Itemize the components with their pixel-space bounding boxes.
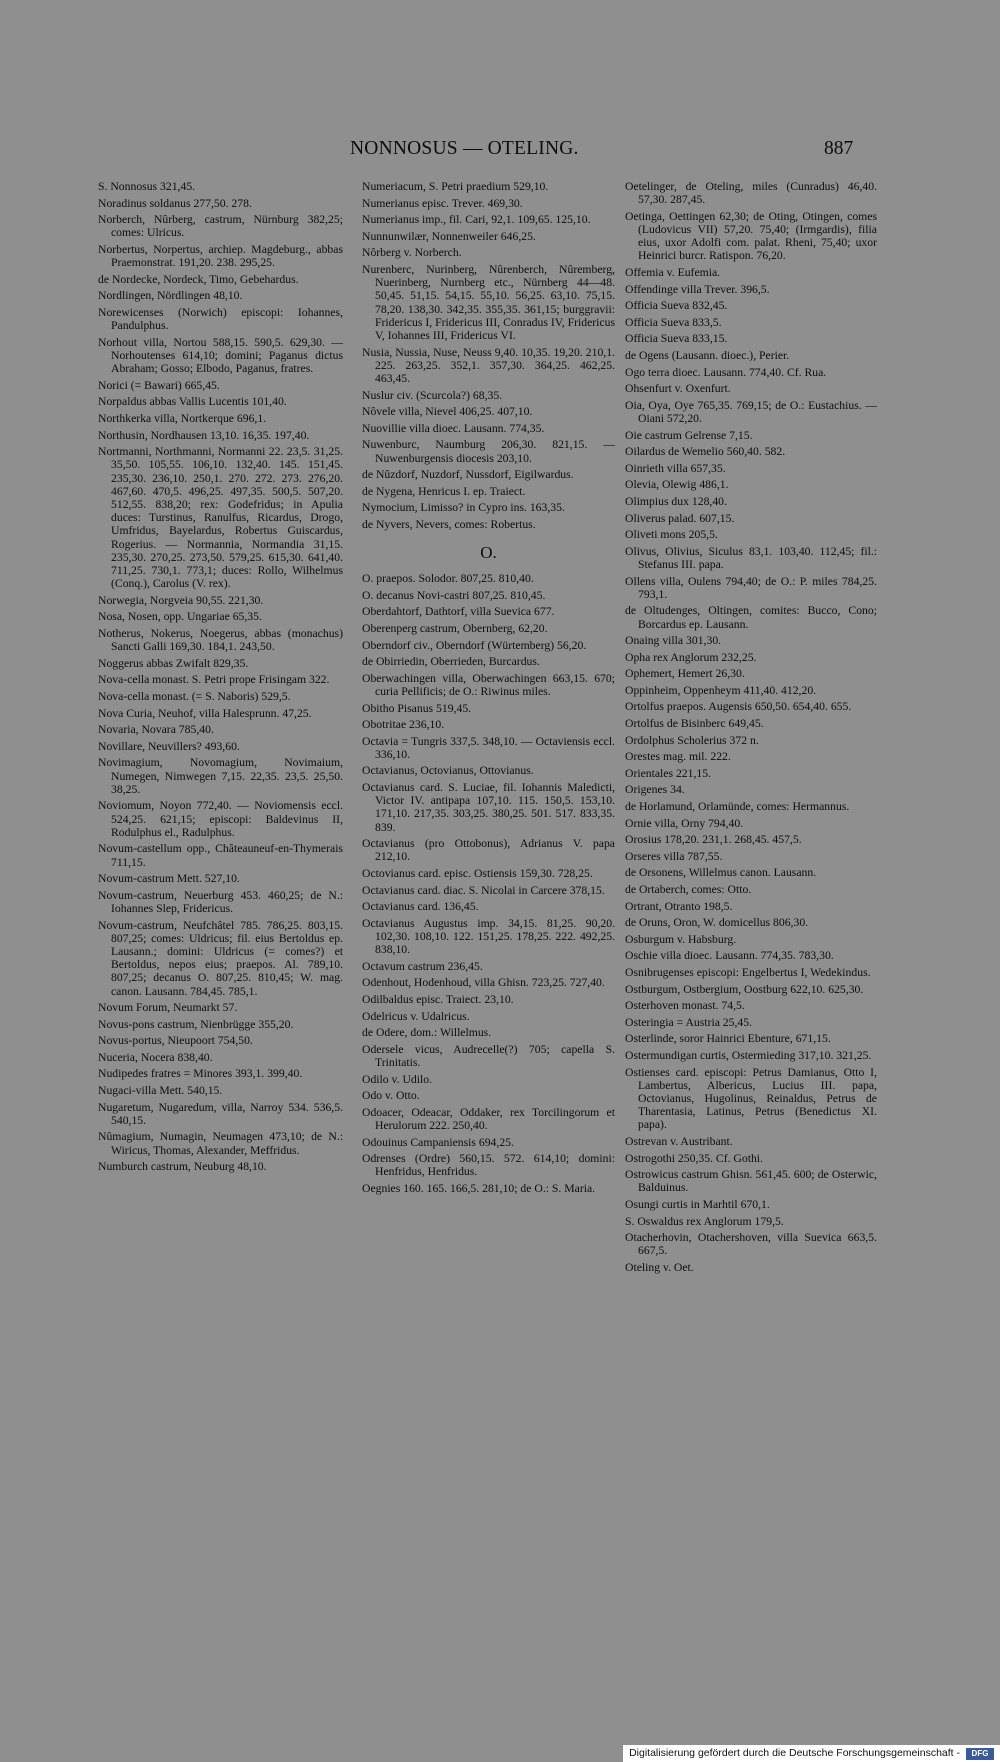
index-entry: Ostienses card. episcopi: Petrus Damianus, Otto I, Lambertus, Albericus, Lucius III. papa, Octovianus, Hugolinus, Reinaldus, Petrus de Tharentasia, Latinus, Petrus (Benedictus XI. papa). (625, 1065, 877, 1132)
index-entry: Novus-pons castrum, Nienbrügge 355,20. (98, 1017, 294, 1031)
index-entry: S. Nonnosus 321,45. (98, 180, 196, 193)
index-entry: Officia Sueva 833,15. (625, 332, 728, 346)
index-entry: Nuovillie villa dioec. Lausann. 774,35. (362, 421, 545, 435)
index-entry: S. Oswaldus rex Anglorum 179,5. (625, 1214, 784, 1228)
index-entry: Ogo terra dioec. Lausann. 774,40. Cf. Rua. (625, 365, 827, 379)
index-entry: Ortrant, Otranto 198,5. (625, 899, 733, 913)
index-entry: Ortolfus de Bisinberc 649,45. (625, 717, 764, 731)
index-entry: Nunnunwilær, Nonnenweiler 646,25. (362, 229, 536, 243)
index-entry: Odilo v. Udilo. (362, 1072, 433, 1086)
index-entry: Osterhoven monast. 74,5. (625, 999, 745, 1013)
index-entry: Nosa, Nosen, opp. Ungariae 65,35. (98, 610, 262, 624)
index-entry: Nuwenburc, Naumburg 206,30. 821,15. — Nuwenburgensis diocesis 203,10. (362, 438, 615, 465)
index-entry: Novum-castrum, Neuerburg 453. 460,25; de N.: Iohannes Slep, Fridericus. (98, 888, 343, 915)
index-entry: Oliverus palad. 607,15. (625, 511, 735, 525)
index-entry: Orseres villa 787,55. (625, 849, 723, 863)
index-entry: Octovianus card. episc. Ostiensis 159,30. 728,25. (362, 867, 593, 881)
index-entry: Osungi curtis in Marhtil 670,1. (625, 1197, 770, 1211)
index-entry: Nudipedes fratres = Minores 393,1. 399,40. (98, 1067, 303, 1081)
index-entry: O. praepos. Solodor. 807,25. 810,40. (362, 572, 534, 586)
index-entry: Oberndorf civ., Oberndorf (Würtemberg) 56,20. (362, 638, 587, 652)
index-entry: Nôvele villa, Nievel 406,25. 407,10. (362, 405, 533, 419)
index-entry: Nortmanni, Northmanni, Normanni 22. 23,5. 31,25. 35,50. 105,55. 106,10. 132,40. 145. 151,45. 235,30. 236,10. 250,1. 270. 272. 273. 276,20. 467,60. 470,5. 496,25. 497,35. 500,5. 507,20. 512,55. 838,20; rex: Godefridus; in Apulia duces: Turstinus, Ranulfus, Ricardus, Drogo, Umfridus, Bayelardus, Robertus Guiscardus, Rogerius. — Normannia, Normandia 31,15. 235,30. 270,25. 273,50. 579,25. 615,30. 641,40. 711,25. 730,1. 773,1; duces: Rollo, Wilhelmus (Conq.), Carolus (V. rex). (98, 445, 343, 591)
index-entry: de Horlamund, Orlamünde, comes: Hermannus. (625, 800, 850, 814)
index-entry: Odrenses (Ordre) 560,15. 572. 614,10; domini: Henfridus, Henfridus. (362, 1152, 615, 1179)
index-entry: Odoacer, Odeacar, Oddaker, rex Torcilingorum et Herulorum 222. 250,40. (362, 1105, 615, 1133)
index-entry: Odersele vicus, Audrecelle(?) 705; capella S. Trinitatis. (362, 1042, 615, 1070)
index-entry: Nordlingen, Nördlingen 48,10. (98, 289, 243, 303)
index-entry: Octavianus card. S. Luciae, fil. Iohannis Maledicti, Victor IV. antipapa 107,10. 115. 150,5. 153,10. 171,10. 217,35. 303,25. 380,25. 501. 517. 833,35. 839. (362, 781, 615, 834)
index-entry: Odilbaldus episc. Traiect. 23,10. (362, 993, 514, 1007)
index-column-2 (362, 180, 615, 1199)
index-entry: Ortolfus praepos. Augensis 650,50. 654,40. 655. (625, 700, 852, 714)
index-entry: Odouinus Campaniensis 694,25. (362, 1135, 514, 1149)
index-entry: Odenhout, Hodenhoud, villa Ghisn. 723,25. 727,40. (362, 976, 605, 990)
index-entry: Oetelinger, de Oteling, miles (Cunradus) 46,40. 57,30. 287,45. (625, 180, 877, 207)
index-entry: de Oltudenges, Oltingen, comites: Bucco, Cono; Borcardus ep. Lausann. (625, 604, 877, 631)
running-title: NONNOSUS — OTELING. (350, 138, 579, 159)
index-entry: Northusin, Nordhausen 13,10. 16,35. 197,40. (98, 428, 310, 442)
index-entry: Officia Sueva 832,45. (625, 299, 728, 313)
index-entry: Nusia, Nussia, Nuse, Neuss 9,40. 10,35. 19,20. 210,1. 225. 263,25. 352,1. 357,30. 364,25. 462,25. 463,45. (362, 345, 615, 385)
index-entry: Oilardus de Wemelio 560,40. 582. (625, 445, 786, 459)
page-header (0, 138, 1000, 164)
index-column-3 (625, 180, 877, 1278)
index-entry: Ollens villa, Oulens 794,40; de O.: P. miles 784,25. 793,1. (625, 574, 877, 601)
index-entry: O. decanus Novi-castri 807,25. 810,45. (362, 588, 546, 602)
index-entry: Ostermundigan curtis, Ostermieding 317,10. 321,25. (625, 1048, 872, 1062)
index-entry: Orientales 221,15. (625, 766, 712, 780)
index-entry: Norbertus, Norpertus, archiep. Magdeburg., abbas Praemonstrat. 191,20. 238. 295,25. (98, 242, 343, 270)
index-entry: Oberenperg castrum, Obernberg, 62,20. (362, 621, 548, 635)
index-entry: Officia Sueva 833,5. (625, 315, 722, 329)
index-entry: Norewicenses (Norwich) episcopi: Iohannes, Pandulphus. (98, 305, 343, 333)
index-entry: Osteringia = Austria 25,45. (625, 1015, 753, 1029)
index-entry: Octavianus card. diac. S. Nicolai in Carcere 378,15. (362, 883, 605, 897)
index-entry: de Nyvers, Nevers, comes: Robertus. (362, 517, 536, 531)
index-entry: Oia, Oya, Oye 765,35. 769,15; de O.: Eustachius. — Oiani 572,20. (625, 398, 877, 425)
index-column-1 (98, 180, 343, 1177)
index-entry: Nôrberg v. Norberch. (362, 246, 462, 260)
index-entry: Ostburgum, Ostbergium, Oostburg 622,10. 625,30. (625, 982, 864, 996)
index-entry: Numeriacum, S. Petri praedium 529,10. (362, 180, 549, 193)
index-entry: Oteling v. Oet. (625, 1260, 694, 1274)
index-entry: Nova-cella monast. (= S. Naboris) 529,5. (98, 689, 291, 703)
index-entry: Orestes mag. mil. 222. (625, 750, 731, 764)
index-entry: Offendinge villa Trever. 396,5. (625, 282, 770, 296)
index-entry: Numerianus imp., fil. Cari, 92,1. 109,65. 125,10. (362, 213, 591, 227)
index-entry: de Nordecke, Nordeck, Timo, Gebehardus. (98, 272, 299, 286)
index-entry: de Nygena, Henricus I. ep. Traiect. (362, 484, 526, 498)
index-entry: Noggerus abbas Zwifalt 829,35. (98, 656, 249, 670)
index-entry: Nymocium, Limisso? in Cypro ins. 163,35. (362, 501, 565, 515)
index-entry: Olivus, Olivius, Siculus 83,1. 103,40. 112,45; fil.: Stefanus III. papa. (625, 544, 877, 571)
index-entry: Osburgum v. Habsburg. (625, 932, 737, 946)
index-entry: Numerianus episc. Trever. 469,30. (362, 196, 523, 210)
index-entry: Novaria, Novara 785,40. (98, 723, 214, 737)
index-entry: Octavianus card. 136,45. (362, 900, 479, 914)
index-entry: Numburch castrum, Neuburg 48,10. (98, 1160, 267, 1174)
index-entry: Ornie villa, Orny 794,40. (625, 816, 744, 830)
index-entry: Nugaci-villa Mett. 540,15. (98, 1084, 223, 1098)
index-entry: Novillare, Neuvillers? 493,60. (98, 739, 240, 753)
index-entry: Notherus, Nokerus, Noegerus, abbas (monachus) Sancti Galli 169,30. 184,1. 243,50. (98, 626, 343, 654)
index-entry: Norpaldus abbas Vallis Lucentis 101,40. (98, 395, 287, 409)
footer-text: Digitalisierung gefördert durch die Deutsche Forschungsgemeinschaft - (629, 1747, 960, 1759)
index-entry: Oegnies 160. 165. 166,5. 281,10; de O.: S. Maria. (362, 1182, 596, 1195)
index-entry: Osterlinde, soror Hainrici Ebenture, 671,15. (625, 1032, 831, 1046)
index-entry: Norhout villa, Nortou 588,15. 590,5. 629,30. — Norhoutenses 614,10; domini; Paganus dictus Abraham; Gosso; Elbodo, Paganus, fratres. (98, 335, 343, 376)
index-entry: Oberwachingen villa, Oberwachingen 663,15. 670; curia Pellificis; de O.: Riwinus miles. (362, 671, 615, 698)
index-entry: Opha rex Anglorum 232,25. (625, 650, 757, 664)
index-entry: de Odere, dom.: Willelmus. (362, 1026, 492, 1040)
index-entry: Novum-castellum opp., Châteauneuf-en-Thymerais 711,15. (98, 842, 343, 869)
index-entry: Nurenberc, Nurinberg, Nûrenberch, Nûremberg, Nuerinberg, Nurnberg etc., Nürnberg 44—48. 50,45. 51,15. 54,15. 55,10. 56,25. 63,10. 75,15. 78,20. 138,30. 342,35. 355,35. 361,15; burggravii: Fridericus I, Fridericus III, Conradus IV, Fridericus V, Iohannes III, Fridericus VI. (362, 262, 615, 342)
index-entry: Norwegia, Norgveia 90,55. 221,30. (98, 593, 264, 607)
index-entry: Oinrieth villa 657,35. (625, 461, 726, 475)
index-entry: Novum Forum, Neumarkt 57. (98, 1001, 238, 1015)
page-number: 887 (824, 138, 854, 159)
index-entry: Octavia = Tungris 337,5. 348,10. — Octaviensis eccl. 336,10. (362, 734, 615, 761)
index-entry: Osnibrugenses episcopi: Engelbertus I, Wedekindus. (625, 965, 871, 979)
index-entry: Octavianus Augustus imp. 34,15. 81,25. 90,20. 102,30. 108,10. 122. 151,25. 178,25. 222. 492,25. 838,10. (362, 916, 615, 957)
index-entry: Norici (= Bawari) 665,45. (98, 378, 220, 392)
index-entry: Octavianus (pro Ottobonus), Adrianus V. papa 212,10. (362, 837, 615, 864)
index-entry: Offemia v. Eufemia. (625, 266, 721, 279)
index-entry: Novum-castrum, Neufchâtel 785. 786,25. 803,15. 807,25; comes: Uldricus; fil. eius Bertoldus ep. Lausann.; domini: Uldricus (= comes?) et Bertoldus, nepos eius; praepos. Al. 789,10. 807,25; decanus O. 807,25. 810,45; W. mag. canon. Lausann. 784,45. 785,1. (98, 918, 343, 998)
index-entry: Odelricus v. Udalricus. (362, 1009, 470, 1023)
digitization-footer (623, 1745, 1000, 1762)
index-entry: Ohsenfurt v. Oxenfurt. (625, 382, 731, 396)
index-entry: Otacherhovin, Otachershoven, villa Suevica 663,5. 667,5. (625, 1231, 877, 1258)
dfg-logo-icon: DFG (966, 1748, 994, 1760)
index-entry: Onaing villa 301,30. (625, 634, 722, 648)
index-entry: Octavianus, Octovianus, Ottovianus. (362, 764, 534, 778)
index-entry: Novum-castrum Mett. 527,10. (98, 872, 240, 886)
section-letter: O. (480, 543, 497, 563)
index-entry: Nova-cella monast. S. Petri prope Frisingam 322. (98, 673, 330, 687)
index-entry: Odo v. Otto. (362, 1089, 420, 1103)
index-entry: Oschie villa dioec. Lausann. 774,35. 783,30. (625, 949, 834, 963)
index-entry: Nova Curia, Neuhof, villa Halesprunn. 47,25. (98, 706, 312, 720)
index-entry: Novimagium, Novomagium, Novimaium, Numegen, Nimwegen 7,15. 22,35. 23,5. 25,50. 38,25. (98, 756, 343, 796)
index-entry: Origenes 34. (625, 783, 685, 797)
index-entry: Nuslur civ. (Scurcola?) 68,35. (362, 388, 503, 402)
index-entry: de Ortaberch, comes: Otto. (625, 883, 752, 896)
index-entry: de Ogens (Lausann. dioec.), Perier. (625, 348, 790, 362)
index-entry: Ostrowicus castrum Ghisn. 561,45. 600; de Osterwic, Balduinus. (625, 1168, 877, 1195)
index-entry: Oetinga, Oettingen 62,30; de Oting, Otingen, comes (Ludovicus VII) 57,20. 75,40; (Irmgardis), filia eius, uxor Adolfi com. palat. Rheni, 75,40; uxor Heinrici burcr. Ratispon. 76,20. (625, 209, 877, 263)
index-entry: Oppinheim, Oppenheym 411,40. 412,20. (625, 683, 817, 697)
index-entry: de Oruns, Oron, W. domicellus 806,30. (625, 916, 809, 930)
index-entry: Oliveti mons 205,5. (625, 528, 718, 542)
index-entry: Olimpius dux 128,40. (625, 494, 727, 508)
index-entry: Oberdahtorf, Dathtorf, villa Suevica 677. (362, 605, 555, 619)
index-entry: Orosius 178,20. 231,1. 268,45. 457,5. (625, 833, 802, 847)
index-entry: Noviomum, Noyon 772,40. — Noviomensis eccl. 524,25. 621,15; episcopi: Baldevinus II, Rodulphus el., Radulphus. (98, 799, 343, 839)
index-entry: Obitho Pisanus 519,45. (362, 701, 472, 715)
index-entry: Ostrogothi 250,35. Cf. Gothi. (625, 1151, 763, 1165)
index-entry: Novus-portus, Nieupoort 754,50. (98, 1034, 253, 1048)
index-entry: Nugaretum, Nugaredum, villa, Narroy 534. 536,5. 540,15. (98, 1100, 343, 1127)
index-entry: Ostrevan v. Austribant. (625, 1134, 733, 1148)
index-entry: Ordolphus Scholerius 372 n. (625, 733, 759, 747)
index-entry: de Orsonens, Willelmus canon. Lausann. (625, 866, 817, 880)
index-entry: Noradinus soldanus 277,50. 278. (98, 196, 252, 210)
index-entry: Nûmagium, Numagin, Neumagen 473,10; de N.: Wiricus, Thomas, Alexander, Meffridus. (98, 1130, 343, 1157)
index-entry: Ophemert, Hemert 26,30. (625, 667, 745, 681)
index-entry: Nuceria, Nocera 838,40. (98, 1050, 213, 1064)
index-entry: Olevia, Olewig 486,1. (625, 478, 729, 492)
index-entry: Oie castrum Gelrense 7,15. (625, 428, 753, 442)
index-entry: de Nûzdorf, Nuzdorf, Nussdorf, Eigilwardus. (362, 468, 574, 482)
index-entry: Norberch, Nûrberg, castrum, Nürnburg 382,25; comes: Ulricus. (98, 213, 343, 240)
index-entry: Obotritae 236,10. (362, 718, 445, 732)
index-entry: de Obirriedin, Oberrieden, Burcardus. (362, 655, 540, 669)
index-entry: Northkerka villa, Nortkerque 696,1. (98, 411, 267, 425)
index-entry: Octavum castrum 236,45. (362, 959, 483, 973)
